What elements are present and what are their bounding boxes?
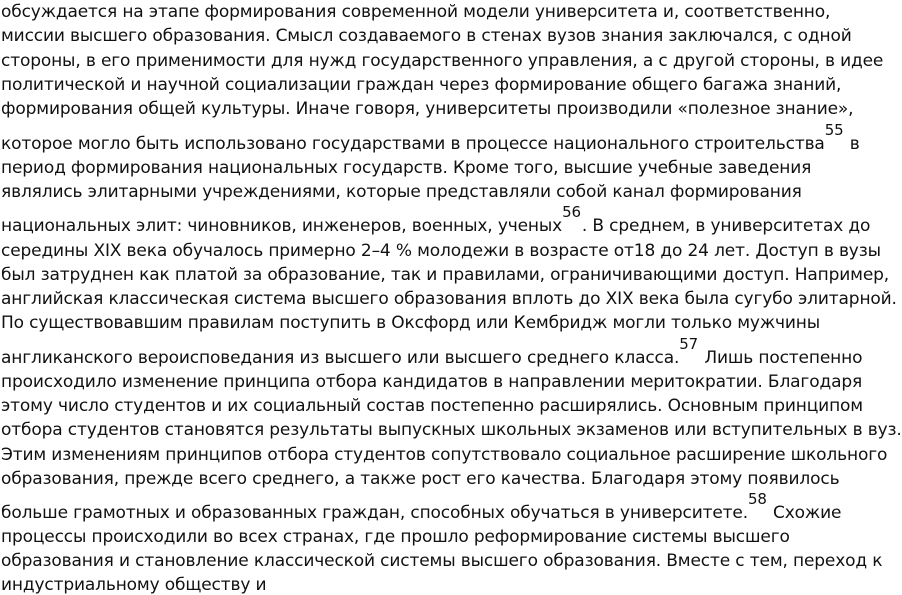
footnote-ref-55[interactable]: 55 [824, 121, 844, 139]
text-line [1, 121, 860, 154]
text-line: формирования общей культуры. Иначе говоря, университеты производили «полезное знание», [1, 99, 854, 119]
text-span: . В среднем, в университетах до [581, 216, 871, 236]
text-span: больше грамотных и образованных граждан, способных обучаться в университете. [1, 503, 748, 523]
text-line: обсуждается на этапе формирования современной модели университета и, соответственно, [1, 2, 831, 22]
text-line: процессы происходили во всех странах, где прошло реформирование системы высшего [1, 527, 790, 547]
text-line: середины XIX века обучалось примерно 2–4 % молодежи в возрасте от18 до 24 лет. Доступ в вузы [1, 241, 881, 261]
text-line: период формирования национальных государств. Кроме того, высшие учебные заведения [1, 158, 812, 178]
footnote-ref-57[interactable]: 57 [679, 335, 699, 353]
text-line: миссии высшего образования. Смысл создаваемого в стенах вузов знания заключался, с одной [1, 26, 852, 46]
text-line [1, 203, 871, 236]
text-span: англиканского вероисповедания из высшего или высшего среднего класса. [1, 348, 680, 368]
footnote-ref-58[interactable]: 58 [748, 490, 767, 508]
text-span: которое могло быть использовано государствами в процессе национального строительства [1, 134, 825, 154]
text-span: Лишь постепенно [699, 348, 863, 368]
text-line: этому число студентов и их социальный состав постепенно расширялись. Основным принципом [1, 396, 863, 416]
text-line: По существовавшим правилам поступить в Оксфорд или Кембридж могли только мужчины [1, 313, 821, 333]
text-span: национальных элит: чиновников, инженеров, военных, ученых [1, 216, 563, 236]
text-line [1, 335, 863, 368]
text-span: в [844, 134, 860, 154]
text-line: Этим изменениям принципов отбора студентов сопутствовало социальное расширение школьного [1, 445, 888, 465]
text-line: происходило изменение принципа отбора кандидатов в направлении меритократии. Благодаря [1, 372, 863, 392]
text-line [1, 490, 842, 523]
footnote-ref-56[interactable]: 56 [562, 203, 581, 221]
text-line: образования и становление классической системы высшего образования. Вместе с тем, переход к [1, 551, 883, 571]
text-line: политической и научной социализации граждан через формирование общего багажа знаний, [1, 75, 842, 95]
text-line: отбора студентов становятся результаты выпускных школьных экзаменов или вступительных в вуз. [1, 420, 902, 440]
text-line: английская классическая система высшего образования вплоть до XIX века была сугубо элитарной. [1, 289, 897, 309]
text-span: Схожие [767, 503, 842, 523]
text-line: был затруднен как платой за образование, так и правилами, ограничивающими доступ. Например, [1, 265, 890, 285]
text-line: стороны, в его применимости для нужд государственного управления, а с другой стороны, в идее [1, 51, 884, 71]
text-line: индустриальному обществу и [1, 575, 267, 595]
text-line: образования, прежде всего среднего, а также рост его качества. Благодаря этому появилось [1, 469, 840, 489]
text-line: являлись элитарными учреждениями, которые представляли собой канал формирования [1, 182, 802, 202]
